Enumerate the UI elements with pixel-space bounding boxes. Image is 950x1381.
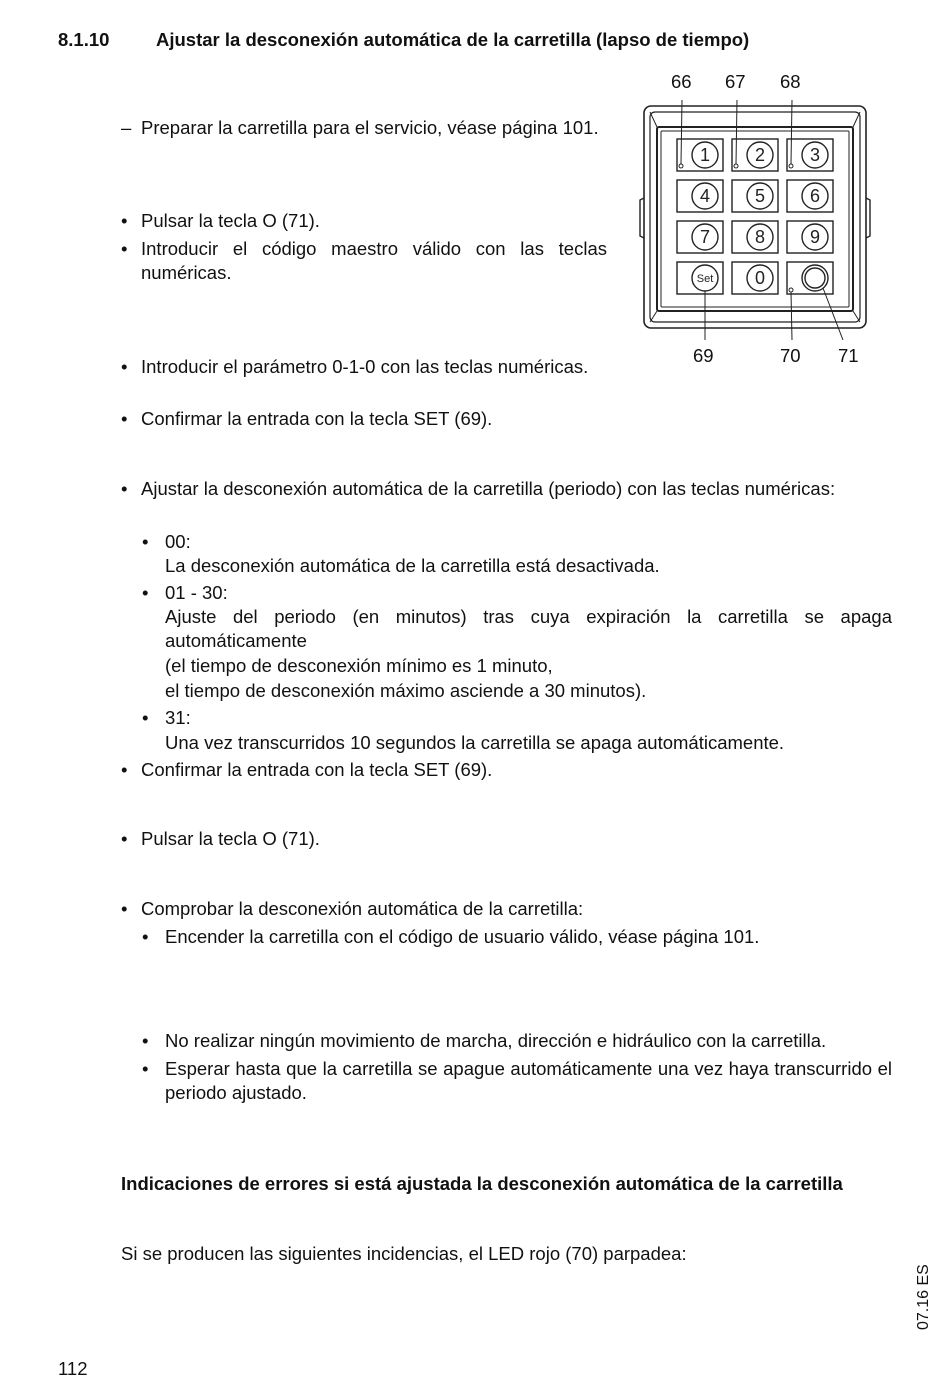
bullet: • [121, 356, 128, 377]
errors-intro: Si se producen las siguientes incidencias, el LED rojo (70) parpadea: [121, 1243, 687, 1264]
key-5-label: 5 [754, 186, 766, 206]
option-00-text: La desconexión automática de la carretilla está desactivada. [165, 555, 660, 576]
sub-bullet: • [142, 582, 149, 603]
key-4-label: 4 [699, 186, 711, 206]
key-1-label: 1 [699, 145, 711, 165]
step-confirm-set-2: Confirmar la entrada con la tecla SET (69). [141, 759, 493, 780]
sub-bullet: • [142, 1058, 149, 1079]
key-1[interactable] [677, 139, 723, 171]
callout-66: 66 [671, 71, 692, 92]
key-6-label: 6 [809, 186, 821, 206]
callout-67: 67 [725, 71, 746, 92]
step-wait: Esperar hasta que la carretilla se apague automáticamente una vez haya transcurrido el periodo ajustado. [165, 1058, 892, 1103]
option-01-30-min: (el tiempo de desconexión mínimo es 1 minuto, [165, 655, 553, 676]
option-01-30-max: el tiempo de desconexión máximo asciende a 30 minutos). [165, 680, 647, 701]
led-red [789, 288, 793, 292]
step-parameter: Introducir el parámetro 0-1-0 con las teclas numéricas. [141, 356, 589, 377]
bullet: • [121, 828, 128, 849]
key-3[interactable] [787, 139, 833, 171]
key-2-label: 2 [754, 145, 766, 165]
key-8[interactable] [732, 221, 778, 253]
option-01-30-code: 01 - 30: [165, 582, 228, 603]
key-3-label: 3 [809, 145, 821, 165]
step-confirm-set: Confirmar la entrada con la tecla SET (69). [141, 408, 493, 429]
step-prepare: Preparar la carretilla para el servicio, véase página 101. [141, 117, 599, 138]
bullet: • [121, 238, 128, 259]
key-9[interactable] [787, 221, 833, 253]
key-0[interactable] [732, 262, 778, 294]
callout-71: 71 [838, 345, 859, 366]
callout-70: 70 [780, 345, 801, 366]
key-4[interactable] [677, 180, 723, 212]
step-press-o: Pulsar la tecla O (71). [141, 210, 320, 231]
document-code [912, 1264, 942, 1338]
callout-69: 69 [693, 345, 714, 366]
option-31-code: 31: [165, 707, 191, 728]
key-set[interactable] [677, 262, 723, 294]
sub-bullet: • [142, 707, 149, 728]
key-9-label: 9 [809, 227, 821, 247]
key-0-label: 0 [754, 268, 766, 288]
callout-68: 68 [780, 71, 801, 92]
bullet: • [121, 478, 128, 499]
option-01-30-text: Ajuste del periodo (en minutos) tras cuya expiración la carretilla se apaga automáticamente [165, 606, 892, 651]
keypad-figure [638, 100, 873, 340]
step-press-o-2: Pulsar la tecla O (71). [141, 828, 320, 849]
key-2[interactable] [732, 139, 778, 171]
key-8-label: 8 [754, 227, 766, 247]
bullet: • [121, 408, 128, 429]
key-7-label: 7 [699, 227, 711, 247]
sub-bullet: • [142, 926, 149, 947]
section-title: Ajustar la desconexión automática de la carretilla (lapso de tiempo) [156, 29, 750, 50]
key-set-label: Set [696, 273, 714, 285]
sub-bullet: • [142, 531, 149, 552]
prep-marker: – [121, 117, 132, 138]
key-5[interactable] [732, 180, 778, 212]
key-7[interactable] [677, 221, 723, 253]
bullet: • [121, 210, 128, 231]
step-check: Comprobar la desconexión automática de la carretilla: [141, 898, 584, 919]
step-adjust-period: Ajustar la desconexión automática de la carretilla (periodo) con las teclas numéricas: [141, 478, 836, 499]
page-number: 112 [58, 1358, 88, 1379]
errors-title: Indicaciones de errores si está ajustada la desconexión automática de la carretilla [121, 1173, 843, 1194]
bullet: • [121, 759, 128, 780]
option-00-code: 00: [165, 531, 191, 552]
key-o[interactable] [787, 262, 833, 294]
step-switch-on: Encender la carretilla con el código de usuario válido, véase página 101. [165, 926, 760, 947]
section-number: 8.1.10 [58, 29, 110, 50]
key-6[interactable] [787, 180, 833, 212]
step-master-code: Introducir el código maestro válido con las teclas numéricas. [141, 238, 607, 283]
sub-bullet: • [142, 1030, 149, 1051]
bullet: • [121, 898, 128, 919]
document-code-text: 07.16 ES [915, 1264, 932, 1330]
step-no-movement: No realizar ningún movimiento de marcha, dirección e hidráulico con la carretilla. [165, 1030, 827, 1051]
option-31-text: Una vez transcurridos 10 segundos la carretilla se apaga automáticamente. [165, 732, 785, 753]
